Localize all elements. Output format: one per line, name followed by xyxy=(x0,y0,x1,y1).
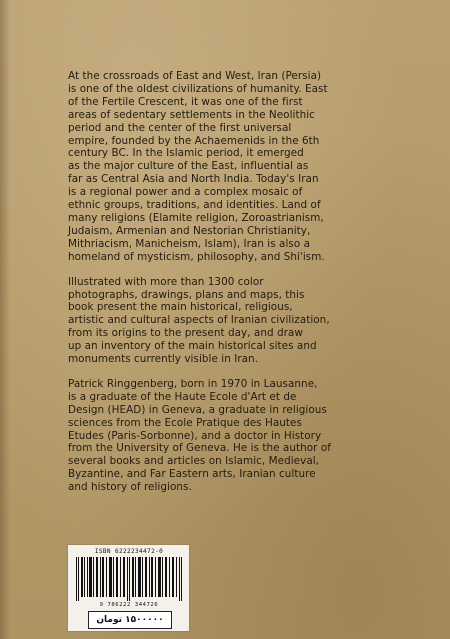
blurb-paragraph-intro: At the crossroads of East and West, Iran (Persia) is one of the oldest civilizations of humanity. East of the Fertile Crescent, it was one of the first areas of sedentary settlements in the Neolithic period and the center of the first universal empire, founded by the Achaemenids in the 6th century BC. In the Islamic period, it emerged as the major culture of the East, influential as far as Central Asia and North India. Today's Iran is a regional power and a complex mosaic of ethnic groups, traditions, and identities. Land of many religions (Elamite religion, Zoroastrianism, Judaism, Armenian and Nestorian Christianity, Mithriacism, Manicheism, Islam), Iran is also a homeland of mysticism, philosophy, and Shi'ism. xyxy=(68,70,328,263)
spine-shadow xyxy=(0,0,10,639)
blurb-text-block xyxy=(68,70,408,506)
price-label: ۱۵۰۰۰۰۰ تومان xyxy=(88,611,172,629)
blurb-paragraph-author: Patrick Ringgenberg, born in 1970 in Lausanne, is a graduate of the Haute Ecole d'Art et de Design (HEAD) in Geneva, a graduate in religious sciences from the Ecole Pratique des Hautes Etudes (Paris-Sorbonne), and a doctor in History from the University of Geneva. He is the author of several books and articles on Islamic, Medieval, Byzantine, and Far Eastern arts, Iranian culture and history of religions. xyxy=(68,377,331,494)
barcode-digits: 9 786222 344726 xyxy=(99,602,159,608)
blurb-paragraph-illustrations: Illustrated with more than 1300 color photographs, drawings, plans and maps, this book present the main historical, religious, artistic and cultural aspects of Iranian civilization, from its origins to the present day, and draw up an inventory of the main historical sites and monuments currently visible in Iran. xyxy=(68,275,330,366)
barcode-sticker xyxy=(68,545,189,631)
isbn-label: ISBN 6222234472-0 xyxy=(94,548,164,555)
barcode-icon xyxy=(74,557,184,601)
